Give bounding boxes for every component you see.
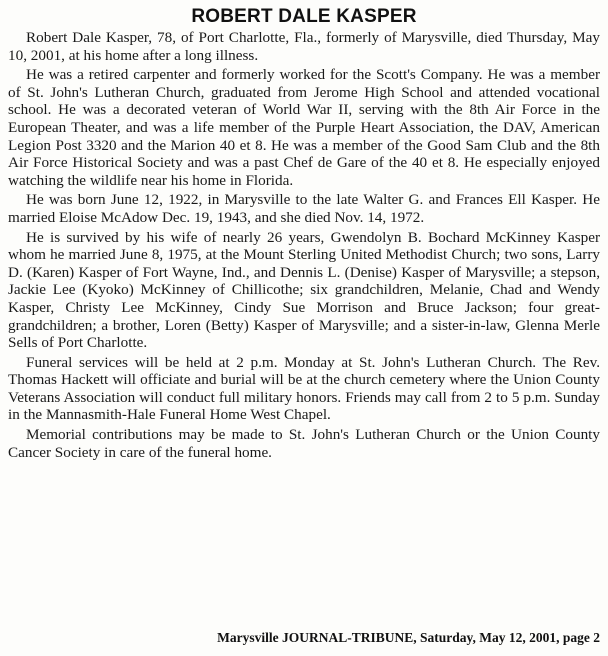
paragraph-funeral-services: Funeral services will be held at 2 p.m. Monday at St. John's Lutheran Church. The Rev. Thomas Hackett will officiate and burial will be at the church cemetery where the Union County Veterans Association will conduct full military honors. Friends may call from 2 to 5 p.m. Sunday in the Mannasmith-Hale Funeral Home West Chapel. [8, 353, 600, 424]
paragraph-death-notice: Robert Dale Kasper, 78, of Port Charlotte, Fla., formerly of Marysville, died Thursday, May 10, 2001, at his home after a long illness. [8, 29, 600, 64]
source-credit: Marysville JOURNAL-TRIBUNE, Saturday, May 12, 2001, page 2 [217, 630, 600, 645]
obituary-body [8, 29, 600, 463]
paragraph-career: He was a retired carpenter and formerly worked for the Scott's Company. He was a member of St. John's Lutheran Church, graduated from Jerome High School and attended vocational school. He was a decorated veteran of World War II, serving with the 8th Air Force in the European Theater, and was a life member of the Purple Heart Association, the DAV, American Legion Post 3320 and the Marion 40 et 8. He was a member of the Good Sam Club and the 8th Air Force Historical Society and was a past Chef de Gare of the 40 et 8. He especially enjoyed watching the wildlife near his home in Florida. [8, 66, 600, 189]
paragraph-memorials: Memorial contributions may be made to St. John's Lutheran Church or the Union County Cancer Society in care of the funeral home. [8, 426, 600, 461]
paragraph-birth-marriage: He was born June 12, 1922, in Marysville to the late Walter G. and Frances Ell Kasper. He married Eloise McAdow Dec. 19, 1943, and she died Nov. 14, 1972. [8, 191, 600, 226]
obituary-headline: ROBERT DALE KASPER [191, 6, 417, 27]
paragraph-survivors: He is survived by his wife of nearly 26 years, Gwendolyn B. Bochard McKinney Kasper whom he married June 8, 1975, at the Mount Sterling United Methodist Church; two sons, Larry D. (Karen) Kasper of Fort Wayne, Ind., and Dennis L. (Denise) Kasper of Marysville; a stepson, Jackie Lee (Kyoko) McKinney of Chillicothe; six grandchildren, Melanie, Chad and Wendy Kasper, Christy Lee McKinney, Cindy Sue Morrison and Bruce Jackson; four great-grandchildren; a brother, Loren (Betty) Kasper of Marysville; and a sister-in-law, Glenna Merle Sells of Port Charlotte. [8, 228, 600, 352]
